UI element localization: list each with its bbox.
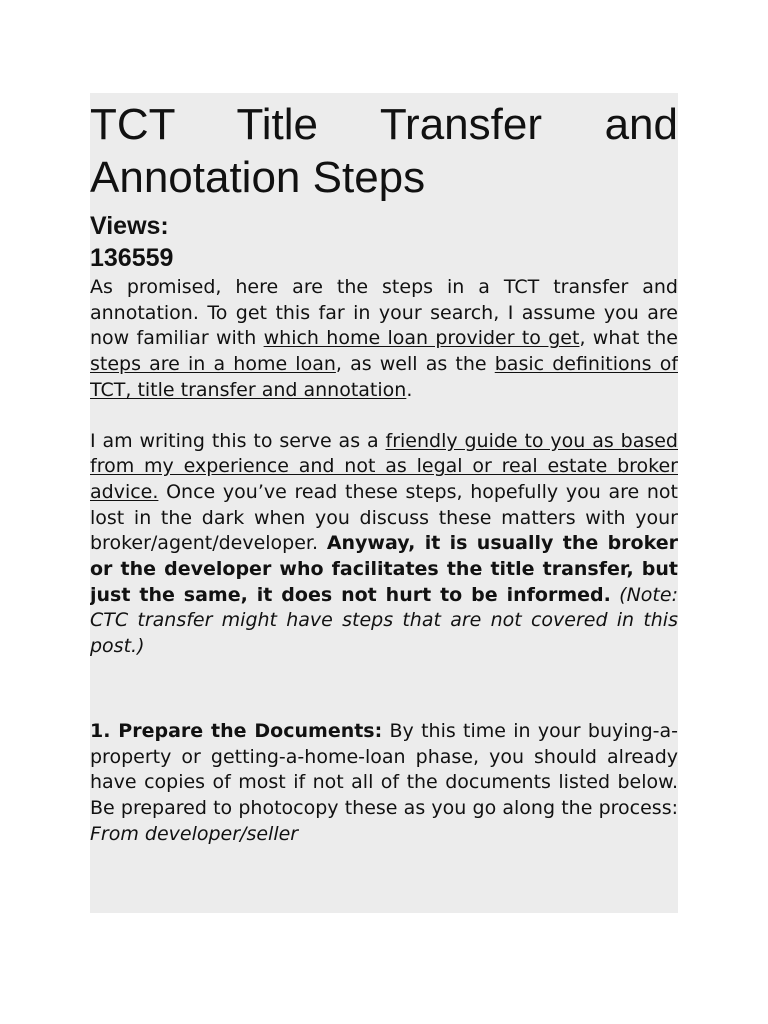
guide-text-2: Once you’ve read these steps, hopefully you are not lost in the dark when you discuss these matters with your broker/agent/developer. xyxy=(90,480,678,555)
step-1-subheading: From developer/seller xyxy=(90,822,299,845)
article-title: TCT Title Transfer and Annotation Steps xyxy=(90,100,678,202)
guide-text-1: I am writing this to serve as a xyxy=(90,429,386,452)
step-1-text: By this time in your buying-a-property or getting-a-home-loan phase, you should already have copies of most if not all of the documents listed below. Be prepared to photocopy these as you go along the process: xyxy=(90,719,678,819)
guide-paragraph xyxy=(90,429,678,660)
step-1-paragraph xyxy=(90,719,678,848)
basic-definitions-link[interactable]: basic definitions of TCT, title transfer and annotation xyxy=(90,353,678,401)
home-loan-provider-link[interactable]: which home loan provider to get xyxy=(263,327,580,350)
friendly-guide-link[interactable]: friendly guide to you as based from my experience and not as legal or real estate broker advice. xyxy=(90,429,678,503)
home-loan-steps-link[interactable]: steps are in a home loan xyxy=(90,353,336,376)
ctc-note-italic: (Note: CTC transfer might have steps that are not covered in this post.) xyxy=(90,583,678,658)
intro-text-1: As promised, here are the steps in a TCT transfer and annotation. To get this far in your search, I assume you are now familiar with xyxy=(90,276,678,350)
intro-paragraph xyxy=(90,275,678,404)
step-1-heading: 1. Prepare the Documents: xyxy=(90,719,383,742)
intro-text-3: , as well as the xyxy=(335,353,495,376)
views-count: 136559 xyxy=(90,244,174,272)
broker-note-bold: Anyway, it is usually the broker or the developer who facilitates the title transfer, but just the same, it does not hurt to be informed. xyxy=(90,532,678,606)
document-page xyxy=(90,93,678,913)
intro-text-4: . xyxy=(406,378,413,401)
intro-text-2: , what the xyxy=(579,327,678,350)
views-label: Views: xyxy=(90,212,169,240)
